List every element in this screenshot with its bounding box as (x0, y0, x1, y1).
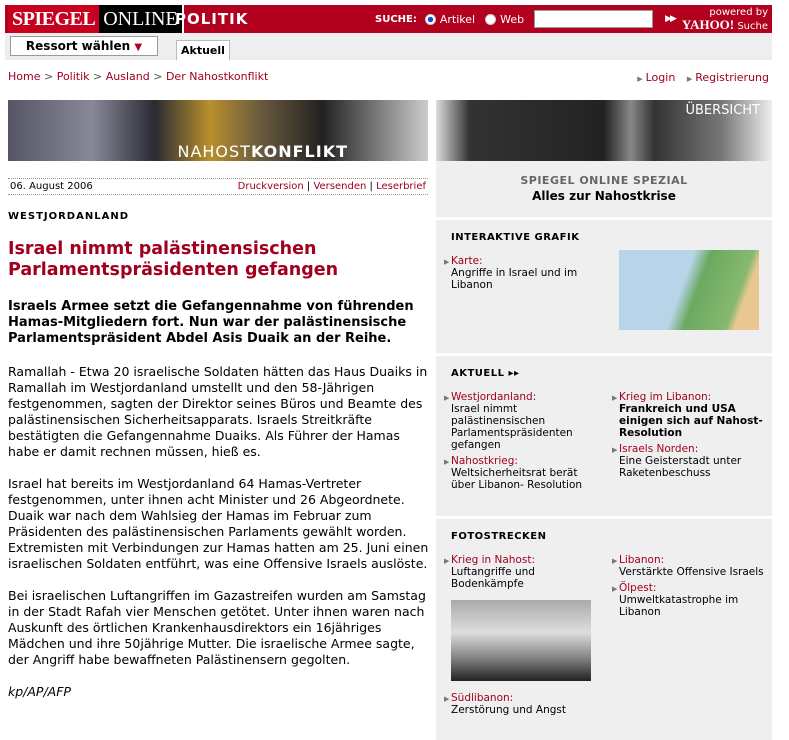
list-item[interactable] (612, 443, 769, 479)
search-label: SUCHE: (375, 13, 417, 25)
letter-link[interactable]: Leserbrief (376, 181, 426, 192)
nav-bar (5, 33, 772, 60)
yahoo-badge (682, 7, 768, 33)
item-text: Israel nimmt palästinensischen Parlamentspräsidenten gefangen (451, 403, 573, 451)
paragraph: Ramallah - Etwa 20 israelische Soldaten hätten das Haus Duaiks in Ramallah im Westjordanland umstellt und den 58-Jährigen festgenommen, sagten der Direktor seines Büros und Beamte des palästinensischen Sicherheitsapparats. Israels Streitkräfte bestätigten die Gefangennahme Duaiks. Als Führer der Hamas habe er damit rechnen müssen, hieß es. (8, 364, 428, 459)
uebersicht-banner[interactable] (436, 100, 772, 161)
register-link[interactable]: Registrierung (695, 71, 769, 84)
arrow-icon: ▶ (444, 695, 450, 703)
item-text: Verstärkte Offensive Israels (619, 566, 764, 578)
photo-thumbnail[interactable] (451, 600, 591, 681)
paragraph: Israel hat bereits im Westjordanland 64 Hamas-Vertreter festgenommen, unter ihnen acht Minister und 26 Abgeordnete. Duaik war nach dem Wahlsieg der Hamas im Februar zum Präsidenten des palästinensischen Parlaments gewählt worden. Extremisten mit Verbindungen zur Hamas hatten am 25. Juni einen israelischen Soldaten entführt, was eine Offensive Israels auslöste. (8, 476, 429, 571)
item-text: Luftangriffe und Bodenkämpfe (451, 566, 535, 590)
crumb-ausland[interactable]: Ausland (105, 70, 150, 83)
spiegel-online-logo[interactable] (8, 5, 184, 33)
crumb-politik[interactable]: Politik (56, 70, 90, 83)
arrow-icon: ▶ (686, 75, 693, 83)
logo-online: ONLINE (99, 5, 183, 33)
arrow-icon: ▶ (444, 458, 450, 466)
item-link[interactable]: Israels Norden: (619, 443, 699, 455)
item-link[interactable]: Nahostkrieg: (451, 455, 518, 467)
item-text: Eine Geisterstadt unter Raketenbeschuss (619, 455, 742, 479)
grafik-heading: INTERAKTIVE GRAFIK (451, 232, 580, 243)
list-item[interactable] (444, 255, 601, 291)
article-source: kp/AP/AFP (8, 684, 71, 699)
crumb-home[interactable]: Home (8, 70, 41, 83)
paragraph: Bei israelischen Luftangriffen im Gazastreifen wurden am Samstag in der Stadt Rafah vier Menschen getötet. Unter ihnen waren nach Auskunft des örtlichen Krankenhausdirektors ein 16jähriges Mädchen und ihre 50jährige Mutter. Die israelische Armee sagte, der Angriff habe bewaffneten Palästinensern gegolten. (8, 588, 426, 667)
item-text: Angriffe in Israel und im Libanon (451, 267, 578, 291)
aktuell-box (436, 356, 772, 516)
nahostkonflikt-banner[interactable] (8, 100, 428, 161)
item-text: Umweltkatastrophe im Libanon (619, 594, 739, 618)
ressort-select[interactable] (10, 36, 158, 56)
list-item[interactable] (612, 391, 769, 439)
list-item[interactable] (612, 582, 769, 618)
spezial-kicker: SPIEGEL ONLINE SPEZIAL (520, 174, 688, 187)
search-input[interactable] (534, 10, 653, 28)
arrow-icon: ▶ (612, 585, 618, 593)
section-title: POLITIK (175, 10, 249, 28)
arrow-icon: ▶ (612, 394, 618, 402)
foto-box (436, 519, 772, 740)
item-link[interactable]: Libanon: (619, 554, 665, 566)
article-date: 06. August 2006 (10, 181, 93, 192)
item-text: Weltsicherheitsrat berät über Libanon- Resolution (451, 467, 583, 491)
item-text: Frankreich und USA einigen sich auf Nahost-Resolution (619, 403, 763, 439)
chevron-down-icon: ▼ (134, 42, 143, 53)
arrow-icon: ▶ (637, 75, 643, 83)
banner-title-bold: KONFLIKT (250, 142, 348, 161)
grafik-box (436, 220, 772, 353)
radio-artikel-label: Artikel (439, 12, 476, 26)
spezial-box[interactable] (436, 161, 772, 217)
ressort-label: Ressort wählen (25, 39, 131, 53)
tab-aktuell[interactable]: Aktuell (176, 40, 230, 60)
list-item[interactable] (444, 692, 601, 716)
logo-spiegel: SPIEGEL (8, 5, 99, 33)
item-text: Zerstörung und Angst (451, 704, 567, 716)
aktuell-heading[interactable]: AKTUELL ▸▸ (451, 368, 520, 379)
radio-web[interactable] (485, 14, 496, 25)
list-item[interactable] (444, 554, 601, 590)
login-link[interactable]: Login (645, 71, 676, 84)
yahoo-logo: YAHOO! (681, 17, 735, 32)
list-item[interactable] (444, 391, 601, 451)
list-item[interactable] (612, 554, 769, 578)
crumb-sep: > (93, 70, 103, 83)
foto-heading: FOTOSTRECKEN (451, 531, 547, 542)
search-go-icon[interactable]: ▶▶ (665, 14, 675, 24)
article-body (8, 364, 430, 716)
article-lead: Israels Armee setzt die Gefangennahme von führenden Hamas-Mitgliedern fort. Nun war der palästinensische Parlamentspräsident Abdel Asis Duaik an der Reihe. (8, 299, 414, 346)
article-toolbar: 06. August 2006 Druckversion | Versenden | Leserbrief (8, 178, 428, 195)
crumb-sep: > (43, 70, 54, 83)
breadcrumb (8, 70, 268, 83)
yahoo-suche: Suche (737, 21, 768, 32)
article-title: Israel nimmt palästinensischen Parlamentspräsidenten gefangen (8, 239, 339, 280)
arrow-icon: ▶ (612, 557, 618, 565)
item-link[interactable]: Krieg in Nahost: (451, 554, 535, 566)
banner-uebersicht: ÜBERSICHT (685, 103, 760, 118)
item-link[interactable]: Ölpest: (619, 582, 657, 594)
banner-title-light: NAHOST (177, 142, 251, 161)
article-kicker: WESTJORDANLAND (8, 211, 129, 222)
user-links (629, 71, 769, 84)
search-area (375, 5, 675, 33)
send-link[interactable]: Versenden (313, 181, 367, 192)
arrow-icon: ▶ (444, 557, 450, 565)
spezial-title: Alles zur Nahostkrise (532, 189, 676, 203)
list-item[interactable] (444, 455, 601, 491)
item-link[interactable]: Karte: (451, 255, 483, 267)
crumb-sep: > (153, 70, 163, 83)
item-link[interactable]: Krieg im Libanon: (619, 391, 712, 403)
arrow-icon: ▶ (444, 394, 450, 402)
item-link[interactable]: Westjordanland: (451, 391, 537, 403)
radio-web-label: Web (500, 12, 525, 26)
radio-artikel[interactable] (425, 14, 436, 25)
arrow-icon: ▶ (444, 258, 450, 266)
crumb-nahost[interactable]: Der Nahostkonflikt (165, 70, 269, 83)
print-link[interactable]: Druckversion (237, 181, 304, 192)
top-bar (5, 5, 772, 33)
item-link[interactable]: Südlibanon: (451, 692, 514, 704)
powered-by: powered by (709, 7, 768, 18)
map-thumbnail[interactable] (619, 250, 759, 330)
arrow-icon: ▶ (612, 446, 618, 454)
